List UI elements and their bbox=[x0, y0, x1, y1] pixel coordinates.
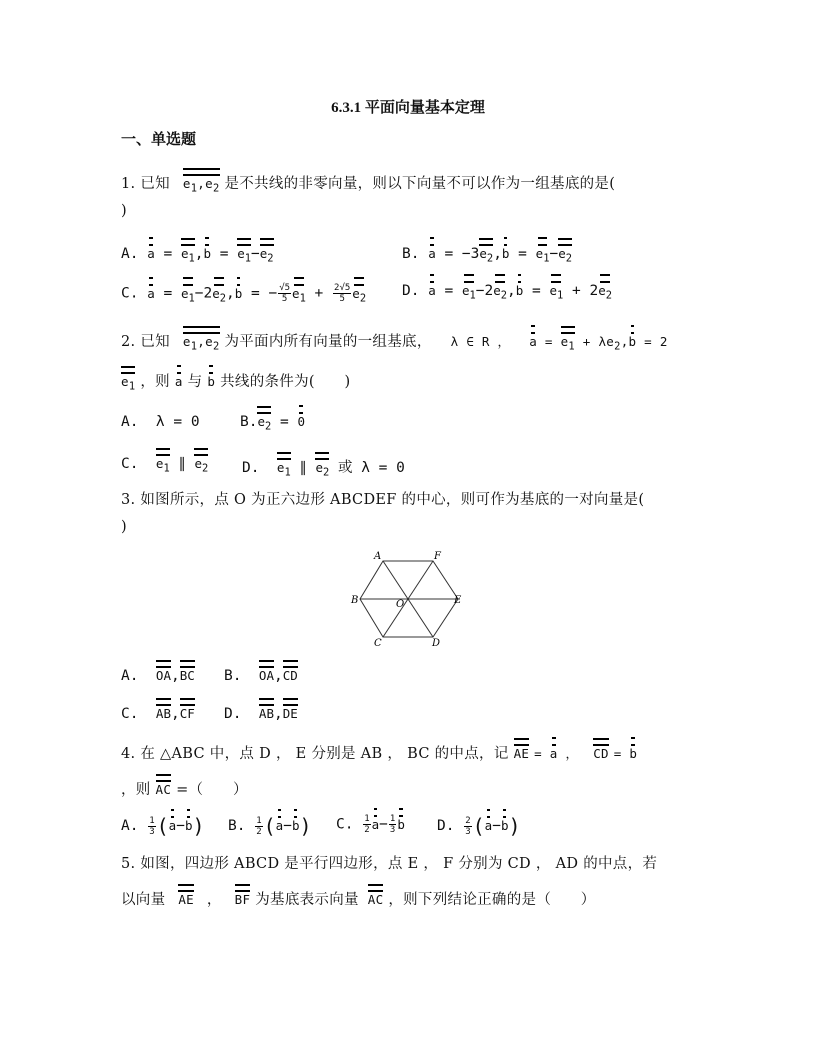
q1-stem: 1. 已知 $e_1,e_2$ 是不共线的非零向量，则以下向量不可以作为一组基底的是( bbox=[121, 176, 616, 195]
q3-stem-close: ) bbox=[121, 519, 127, 535]
page-title: 6.3.1 平面向量基本定理 bbox=[331, 100, 485, 116]
q4-option-b[interactable]: B. $\frac{1}{2}$ (a−b) bbox=[228, 814, 312, 838]
vertex-label-a: A bbox=[374, 551, 382, 562]
q1-option-a[interactable]: A. $a = e_1,b = e_1-e_2$ bbox=[121, 246, 274, 265]
section-heading: 一、单选题 bbox=[121, 130, 197, 148]
q5-stem-line2: 以向量 AE ， BF 为基底表示向量 AC ，则下列结论正确的是（ ） bbox=[121, 892, 596, 908]
vertex-label-d: D bbox=[432, 638, 441, 649]
q2-stem: 2. 已知 $e_1,e_2$ 为平面内所有向量的一组基底， λ ∈ R ， $a = e_1 + \lambda e_2,b = 2$ bbox=[121, 334, 668, 353]
q4-option-d[interactable]: D. $\frac{2}{3}$ (a−b) bbox=[437, 814, 521, 838]
hexagon-figure bbox=[350, 548, 468, 652]
vertex-label-c: C bbox=[374, 638, 382, 649]
q4-stem: 4. 在 △ABC 中，点 D ， E 分别是 AB ， BC 的中点，记 AE = a ， CD = b bbox=[121, 746, 638, 762]
q2-option-c[interactable]: C. $e_1$ ∥ $e_2$ bbox=[121, 456, 209, 475]
q3-option-a[interactable]: A. OA,BC bbox=[121, 668, 195, 684]
q4-stem-line2: ，则 AC =（ ） bbox=[121, 782, 248, 798]
q1-option-d[interactable]: D. $a = e_1-2e_2,b = e_1 + 2e_2$ bbox=[402, 283, 612, 302]
vertex-label-b: B bbox=[351, 595, 359, 606]
q2-option-d[interactable]: D. $e_1$ ∥ $e_2$ 或 λ = 0 bbox=[242, 460, 405, 479]
vertex-label-f: F bbox=[434, 551, 441, 562]
vertex-label-e: E bbox=[454, 595, 462, 606]
q1-stem-close: ) bbox=[121, 203, 127, 219]
vertex-label-o: O bbox=[396, 599, 405, 610]
q3-option-c[interactable]: C. AB,CF bbox=[121, 706, 195, 722]
q3-option-d[interactable]: D. AB,DE bbox=[224, 706, 298, 722]
q3-stem: 3. 如图所示，点 O 为正六边形 ABCDEF 的中心，则可作为基底的一对向量是( bbox=[121, 492, 645, 508]
q1-option-c[interactable]: C. $a = e_1-2e_2,b$ = − $\frac{√5}{5}$ $e_1$ + $\frac{2√5}{5}$ $e_2$ bbox=[121, 283, 367, 304]
q1-option-b[interactable]: B. $a = -3e_2,b = e_1-e_2$ bbox=[402, 246, 572, 265]
q4-option-a[interactable]: A. $\frac{1}{3}$ (a−b) bbox=[121, 814, 205, 838]
q3-option-b[interactable]: B. OA,CD bbox=[224, 668, 298, 684]
q2-option-b[interactable]: $B.e_2 = 0$ bbox=[240, 414, 305, 433]
q2-option-a[interactable]: A. λ = 0 bbox=[121, 414, 200, 430]
q1-basis-vectors: $e_1,e_2$ bbox=[182, 176, 220, 195]
q2-stem-line2: $e_1$ ，则 a 与 b 共线的条件为( ) bbox=[121, 374, 351, 393]
q5-stem: 5. 如图，四边形 ABCD 是平行四边形，点 E ， F 分别为 CD ， AD 的中点，若 bbox=[121, 856, 658, 872]
q4-option-c[interactable]: C. $\frac{1}{2}$ a− $\frac{1}{3}$ b bbox=[336, 814, 405, 835]
